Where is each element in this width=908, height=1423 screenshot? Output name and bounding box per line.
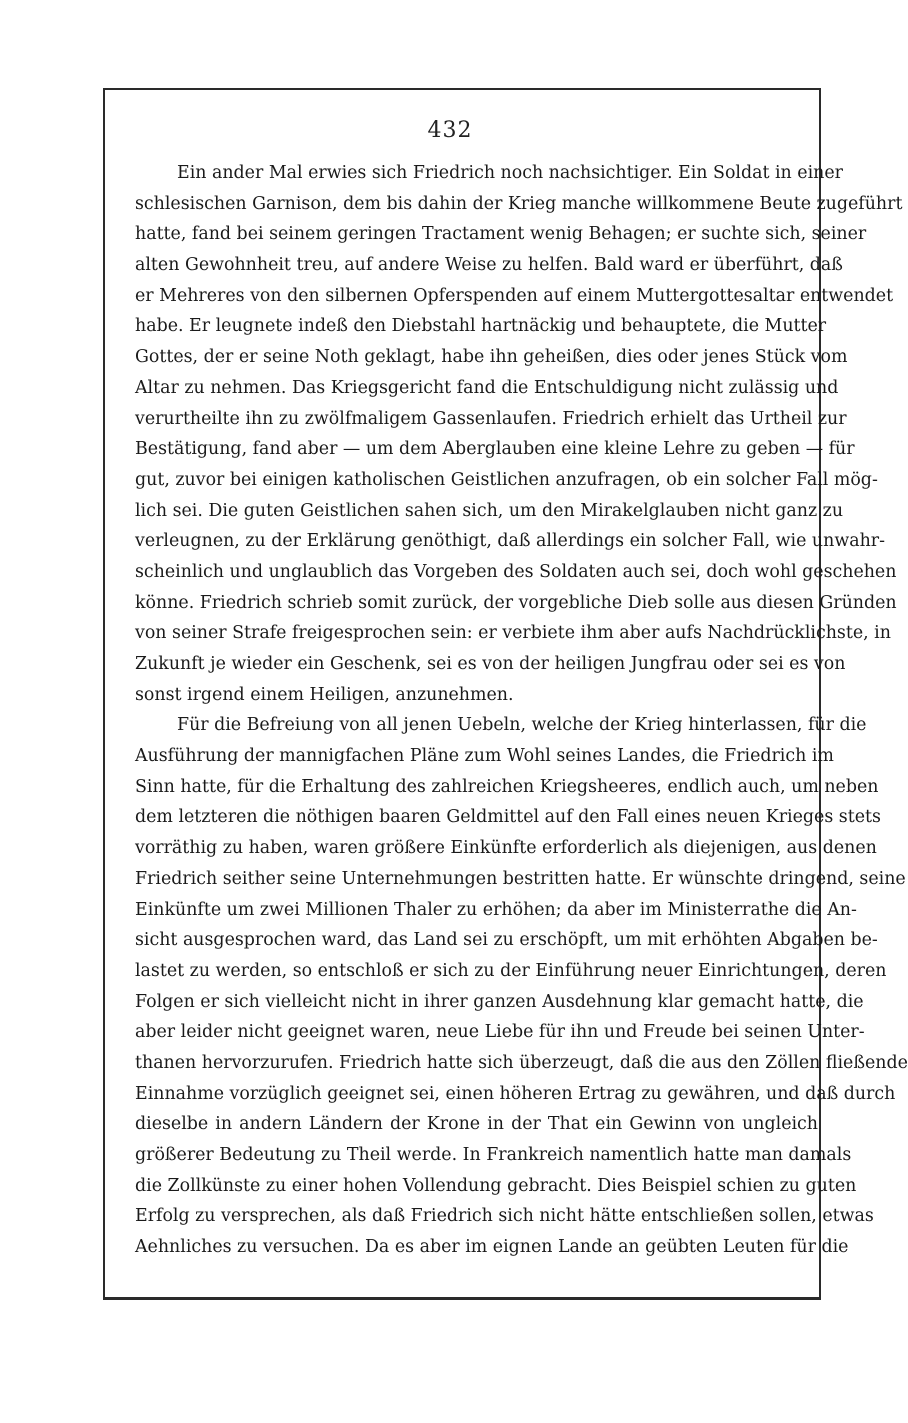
text-line: Gottes, der er seine Noth geklagt, habe ihn geheißen, dies oder jenes Stück vom	[135, 347, 848, 368]
text-line: Ein ander Mal erwies sich Friedrich noch nachsichtiger. Ein Soldat in einer	[177, 163, 843, 183]
text-line: thanen hervorzurufen. Friedrich hatte sich überzeugt, daß die aus den Zöllen fließende	[135, 1052, 908, 1073]
text-line: Sinn hatte, für die Erhaltung des zahlreichen Kriegsheeres, endlich auch, um neben	[135, 776, 879, 797]
text-line: Aehnliches zu versuchen. Da es aber im eignen Lande an geübten Leuten für die	[135, 1237, 849, 1258]
text-line: Erfolg zu versprechen, als daß Friedrich sich nicht hätte entschließen sollen, etwas	[135, 1206, 874, 1227]
text-line: die Zollkünste zu einer hohen Vollendung gebracht. Dies Beispiel schien zu guten	[135, 1175, 857, 1196]
text-line: von seiner Strafe freigesprochen sein: er verbiete ihm aber aufs Nachdrücklichste, in	[135, 623, 891, 644]
text-line: sonst irgend einem Heiligen, anzunehmen.	[135, 684, 514, 705]
text-line: Einkünfte um zwei Millionen Thaler zu erhöhen; da aber im Ministerrathe die An-	[135, 899, 857, 920]
text-line: scheinlich und unglaublich das Vorgeben des Soldaten auch sei, doch wohl geschehen	[135, 561, 897, 582]
page-number: 432	[427, 118, 473, 143]
text-line: Zukunft je wieder ein Geschenk, sei es von der heiligen Jungfrau oder sei es von	[135, 654, 846, 674]
text-line: schlesischen Garnison, dem bis dahin der Krieg manche willkommene Beute zugeführt	[135, 193, 903, 214]
text-line: alten Gewohnheit treu, auf andere Weise zu helfen. Bald ward er überführt, daß	[135, 255, 843, 276]
text-line: dieselbe in andern Ländern der Krone in der That ein Gewinn von ungleich	[135, 1114, 818, 1135]
text-line: Für die Befreiung von all jenen Uebeln, welche der Krieg hinterlassen, für die	[177, 715, 867, 736]
text-line: Folgen er sich vielleicht nicht in ihrer ganzen Ausdehnung klar gemacht hatte, die	[135, 991, 864, 1012]
text-line: Bestätigung, fand aber — um dem Aberglauben eine kleine Lehre zu geben — für	[135, 439, 855, 460]
text-line: verurtheilte ihn zu zwölfmaligem Gassenlaufen. Friedrich erhielt das Urtheil zur	[135, 408, 847, 429]
text-line: lastet zu werden, so entschloß er sich zu der Einführung neuer Einrichtungen, deren	[135, 960, 887, 981]
text-line: er Mehreres von den silbernen Opferspenden auf einem Muttergottesaltar entwendet	[135, 285, 894, 306]
text-line: gut, zuvor bei einigen katholischen Geistlichen anzufragen, ob ein solcher Fall mög-	[135, 469, 878, 490]
body-text	[135, 158, 908, 1263]
text-line: aber leider nicht geeignet waren, neue Liebe für ihn und Freude bei seinen Unter-	[135, 1022, 865, 1043]
text-line: könne. Friedrich schrieb somit zurück, der vorgebliche Dieb solle aus diesen Gründen	[135, 592, 897, 613]
paragraph-1	[135, 158, 903, 710]
text-line: hatte, fand bei seinem geringen Tractament wenig Behagen; er suchte sich, seiner	[135, 224, 867, 245]
text-line: Friedrich seither seine Unternehmungen bestritten hatte. Er wünschte dringend, seine	[135, 868, 906, 889]
text-line: vorräthig zu haben, waren größere Einkünfte erforderlich als diejenigen, aus denen	[135, 838, 877, 859]
text-line: Ausführung der mannigfachen Pläne zum Wohl seines Landes, die Friedrich im	[135, 746, 834, 767]
text-line: verleugnen, zu der Erklärung genöthigt, daß allerdings ein solcher Fall, wie unwahr-	[135, 531, 885, 552]
text-line: größerer Bedeutung zu Theil werde. In Frankreich namentlich hatte man damals	[135, 1145, 852, 1165]
text-line: Einnahme vorzüglich geeignet sei, einen höheren Ertrag zu gewähren, und daß durch	[135, 1083, 896, 1104]
text-line: lich sei. Die guten Geistlichen sahen sich, um den Mirakelglauben nicht ganz zu	[135, 500, 844, 521]
paragraph-2	[135, 710, 908, 1262]
text-line: sicht ausgesprochen ward, das Land sei zu erschöpft, um mit erhöhten Abgaben be-	[135, 930, 878, 951]
text-line: dem letzteren die nöthigen baaren Geldmittel auf den Fall eines neuen Krieges stets	[135, 807, 881, 828]
text-line: Altar zu nehmen. Das Kriegsgericht fand die Entschuldigung nicht zulässig und	[135, 377, 839, 398]
text-line: habe. Er leugnete indeß den Diebstahl hartnäckig und behauptete, die Mutter	[135, 316, 827, 337]
